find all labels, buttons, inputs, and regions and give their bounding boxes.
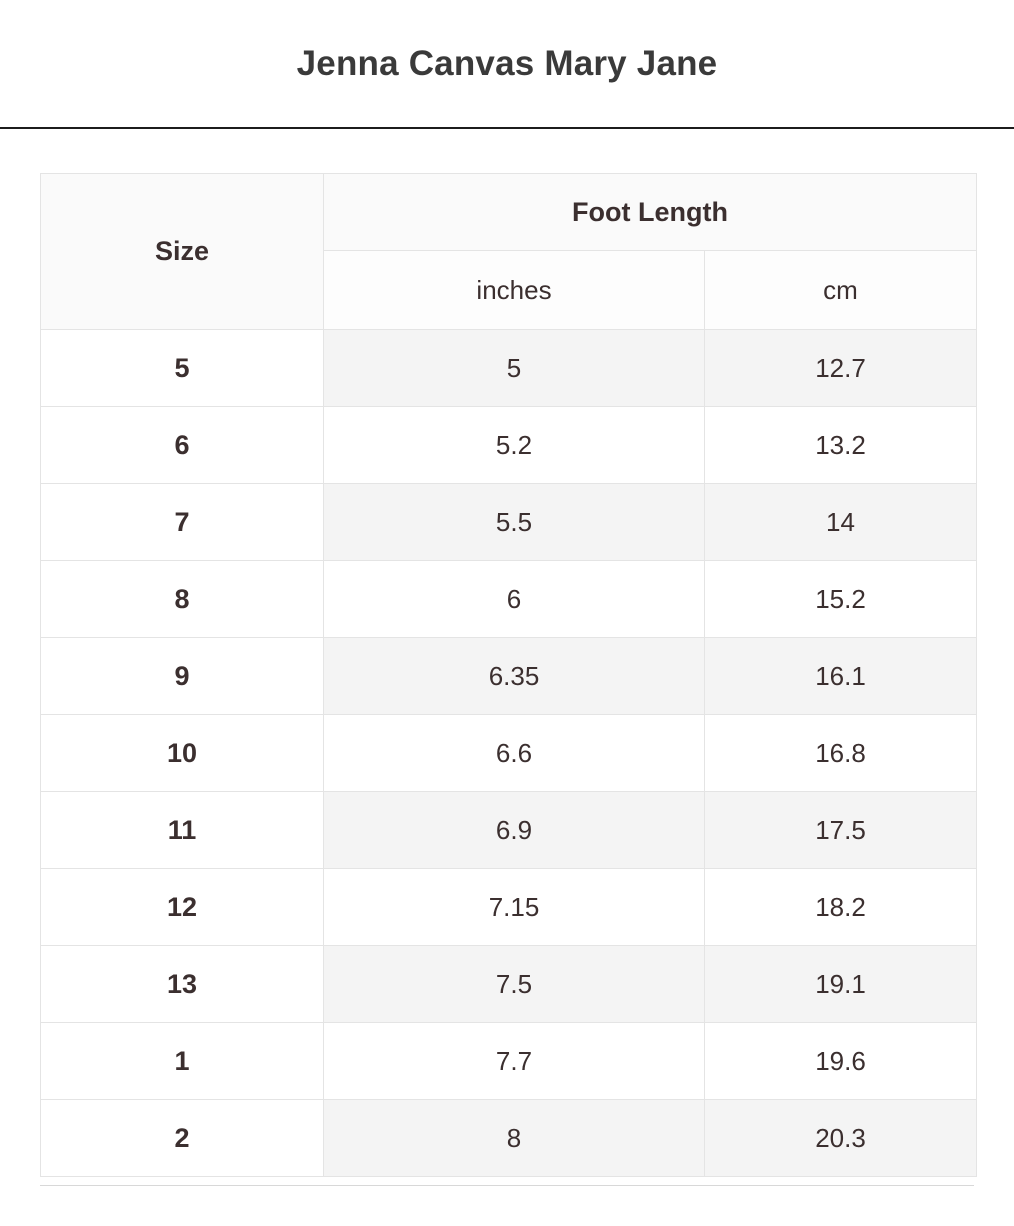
cell-inches: 6.35 [324, 638, 705, 715]
cell-size: 5 [41, 330, 324, 407]
cell-cm: 12.7 [705, 330, 977, 407]
bottom-divider [40, 1185, 974, 1186]
table-row [41, 484, 977, 561]
column-header-size: Size [41, 174, 324, 330]
cell-cm: 18.2 [705, 869, 977, 946]
cell-size: 8 [41, 561, 324, 638]
cell-size: 6 [41, 407, 324, 484]
cell-cm: 20.3 [705, 1100, 977, 1177]
table-row [41, 1100, 977, 1177]
cell-cm: 14 [705, 484, 977, 561]
table-header-row-1 [41, 174, 977, 251]
size-chart-table [40, 173, 977, 1177]
table-row [41, 869, 977, 946]
table-body [41, 330, 977, 1177]
cell-cm: 16.8 [705, 715, 977, 792]
cell-size: 13 [41, 946, 324, 1023]
cell-inches: 7.15 [324, 869, 705, 946]
table-row [41, 715, 977, 792]
cell-cm: 13.2 [705, 407, 977, 484]
cell-inches: 5.5 [324, 484, 705, 561]
cell-inches: 6.9 [324, 792, 705, 869]
cell-size: 12 [41, 869, 324, 946]
table-head [41, 174, 977, 330]
table-row [41, 792, 977, 869]
cell-inches: 7.5 [324, 946, 705, 1023]
cell-inches: 5 [324, 330, 705, 407]
cell-size: 9 [41, 638, 324, 715]
cell-inches: 8 [324, 1100, 705, 1177]
table-row [41, 638, 977, 715]
cell-inches: 5.2 [324, 407, 705, 484]
cell-cm: 19.6 [705, 1023, 977, 1100]
size-chart-container [0, 129, 1014, 1226]
cell-size: 2 [41, 1100, 324, 1177]
cell-size: 10 [41, 715, 324, 792]
table-row [41, 330, 977, 407]
cell-size: 7 [41, 484, 324, 561]
cell-cm: 15.2 [705, 561, 977, 638]
cell-inches: 6 [324, 561, 705, 638]
cell-inches: 6.6 [324, 715, 705, 792]
cell-inches: 7.7 [324, 1023, 705, 1100]
cell-size: 11 [41, 792, 324, 869]
page-title: Jenna Canvas Mary Jane [296, 43, 718, 83]
table-row [41, 561, 977, 638]
title-bar [0, 0, 1014, 129]
cell-size: 1 [41, 1023, 324, 1100]
column-group-header-foot-length: Foot Length [324, 174, 977, 251]
table-row [41, 1023, 977, 1100]
column-header-cm: cm [705, 251, 977, 330]
table-row [41, 407, 977, 484]
table-row [41, 946, 977, 1023]
column-header-inches: inches [324, 251, 705, 330]
cell-cm: 17.5 [705, 792, 977, 869]
cell-cm: 16.1 [705, 638, 977, 715]
cell-cm: 19.1 [705, 946, 977, 1023]
